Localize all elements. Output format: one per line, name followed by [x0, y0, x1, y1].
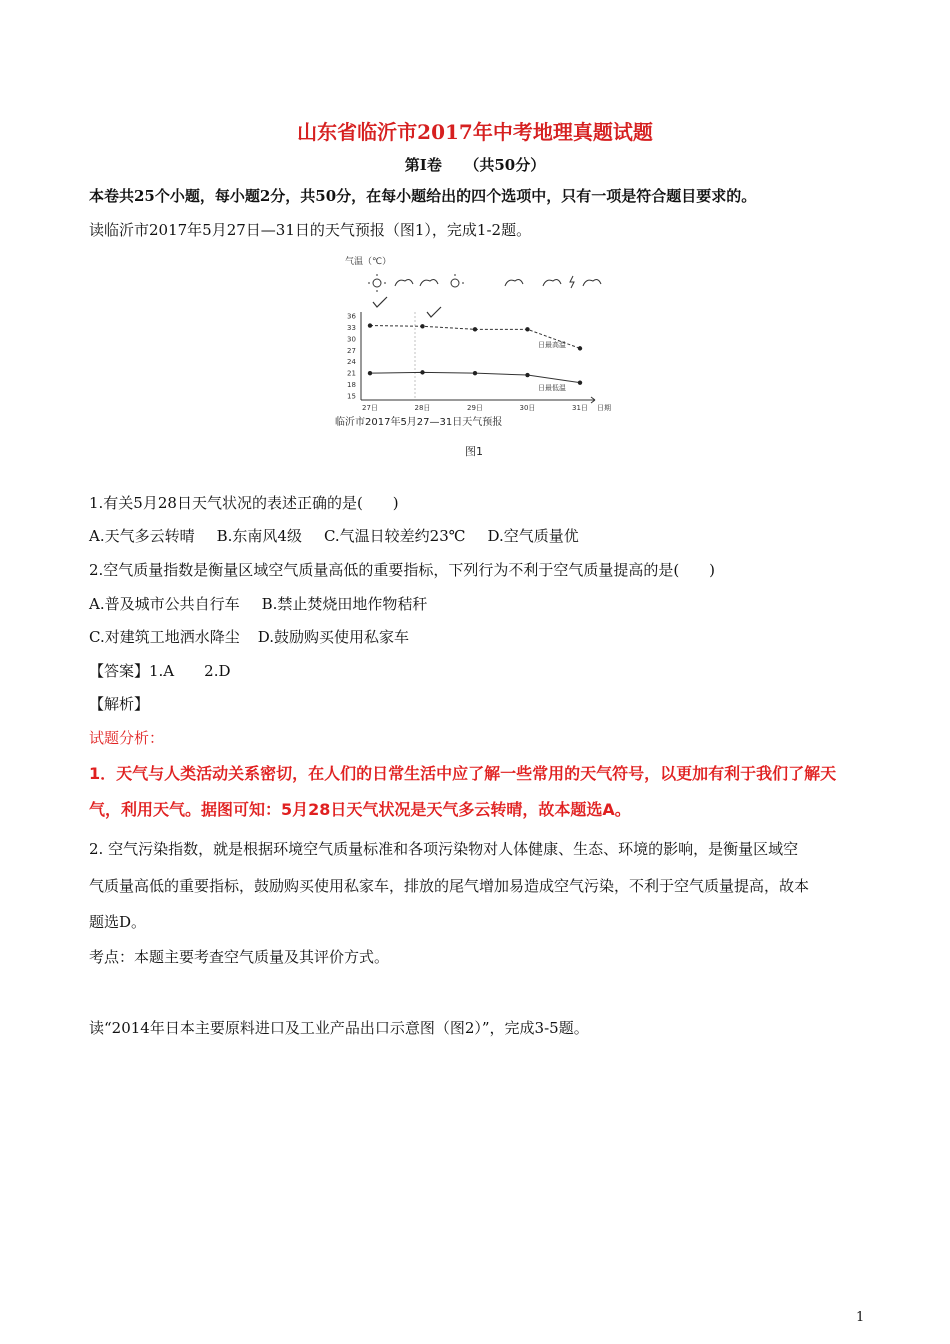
question-2-options-cd [89, 627, 409, 647]
y-axis-label: 气温（℃） [345, 257, 392, 267]
analysis-label: 【解析】 [89, 695, 150, 713]
y-tick-label: 27 [347, 346, 356, 355]
instructions: 本卷共25个小题，每小题2分，共50分，在每小题给出的四个选项中，只有一项是符合题目要求的。 [89, 187, 757, 205]
x-ticks [362, 404, 588, 412]
section-subtitle: 第Ⅰ卷 （共50分） [404, 156, 546, 174]
y-tick-label: 33 [347, 323, 356, 332]
low-temp-point [420, 370, 424, 374]
page-title: 山东省临沂市2017年中考地理真题试题 [297, 120, 653, 144]
cloud-icon [420, 280, 438, 286]
high-temp-label: 日最高温 [538, 341, 566, 349]
x-axis-label: 日期 [597, 404, 611, 412]
low-temp-point [578, 380, 582, 384]
analysis-2-line2: 气质量高低的重要指标，鼓励购买使用私家车，排放的尾气增加易造成空气污染，不利于空气质量提高，故本 [89, 877, 810, 895]
analysis-1-line1: 1．天气与人类活动关系密切，在人们的日常生活中应了解一些常用的天气符号，以更加有利于我们了解天 [89, 764, 837, 783]
y-tick-label: 36 [347, 312, 356, 321]
chart-title: 临沂市2017年5月27—31日天气预报 [335, 417, 503, 428]
lightning-icon [570, 276, 574, 288]
x-tick-label: 30日 [519, 404, 536, 412]
low-temp-point [473, 371, 477, 375]
intro-figure2: 读“2014年日本主要原料进口及工业产品出口示意图（图2）”，完成3-5题。 [89, 1019, 589, 1037]
low-temp-point [368, 371, 372, 375]
y-tick-label: 24 [347, 358, 356, 367]
figure-caption: 图1 [465, 445, 483, 458]
y-tick-label: 15 [347, 392, 356, 401]
analysis-2-line1: 2. 空气污染指数，就是根据环境空气质量标准和各项污染物对人体健康、生态、环境的影响，是衡量区域空 [89, 840, 799, 858]
sun-icon [451, 274, 464, 287]
y-ticks [347, 313, 356, 401]
option-c[interactable]: C.气温日较差约23℃ [323, 527, 466, 545]
option-a[interactable]: A.普及城市公共自行车 [89, 595, 240, 613]
x-tick-label: 29日 [467, 404, 483, 412]
x-tick-label: 27日 [362, 404, 378, 412]
cloud-icon [505, 280, 523, 286]
option-c[interactable]: C.对建筑工地洒水降尘 [89, 628, 240, 646]
checkmark-icons [373, 297, 441, 317]
low-temp-point [525, 373, 529, 377]
answer: 【答案】1.A 2.D [89, 662, 231, 680]
high-temp-point [525, 327, 529, 331]
option-a[interactable]: A.天气多云转晴 [89, 527, 195, 545]
x-tick-label: 28日 [414, 404, 431, 412]
weather-icons-row [368, 274, 601, 292]
high-temp-point [578, 346, 582, 350]
y-tick-label: 18 [347, 381, 356, 390]
analysis-1-line2: 气，利用天气。据图可知：5月28日天气状况是天气多云转晴，故本题选A。 [89, 800, 631, 819]
cloud-icon [395, 280, 413, 286]
question-1-options [89, 526, 579, 546]
kaodian: 考点：本题主要考查空气质量及其评价方式。 [89, 948, 390, 966]
intro-figure1: 读临沂市2017年5月27日—31日的天气预报（图1），完成1-2题。 [89, 221, 532, 239]
option-b[interactable]: B.禁止焚烧田地作物秸秆 [261, 595, 428, 613]
option-d[interactable]: D.空气质量优 [487, 527, 579, 545]
x-tick-label: 31日 [572, 404, 588, 412]
cloud-icon [543, 280, 561, 286]
question-2-stem: 2.空气质量指数是衡量区域空气质量高低的重要指标，下列行为不利于空气质量提高的是( ) [89, 561, 716, 579]
sun-icon [368, 274, 386, 292]
question-1-stem: 1.有关5月28日天气状况的表述正确的是( ) [89, 494, 399, 512]
option-b[interactable]: B.东南风4级 [216, 527, 302, 545]
high-temp-point [368, 323, 372, 327]
high-temp-point [420, 324, 424, 328]
y-tick-label: 21 [347, 369, 356, 378]
option-d[interactable]: D.鼓励购买使用私家车 [257, 628, 409, 646]
high-temp-point [473, 327, 477, 331]
weather-forecast-chart [325, 250, 625, 465]
cloud-icon [583, 280, 601, 286]
page-number: 1 [856, 1310, 865, 1325]
analysis-heading: 试题分析： [89, 729, 165, 747]
question-2-options-ab [89, 594, 427, 614]
analysis-2-line3: 题选D。 [89, 913, 147, 931]
low-temp-label: 日最低温 [538, 384, 566, 392]
y-tick-label: 30 [347, 335, 356, 344]
